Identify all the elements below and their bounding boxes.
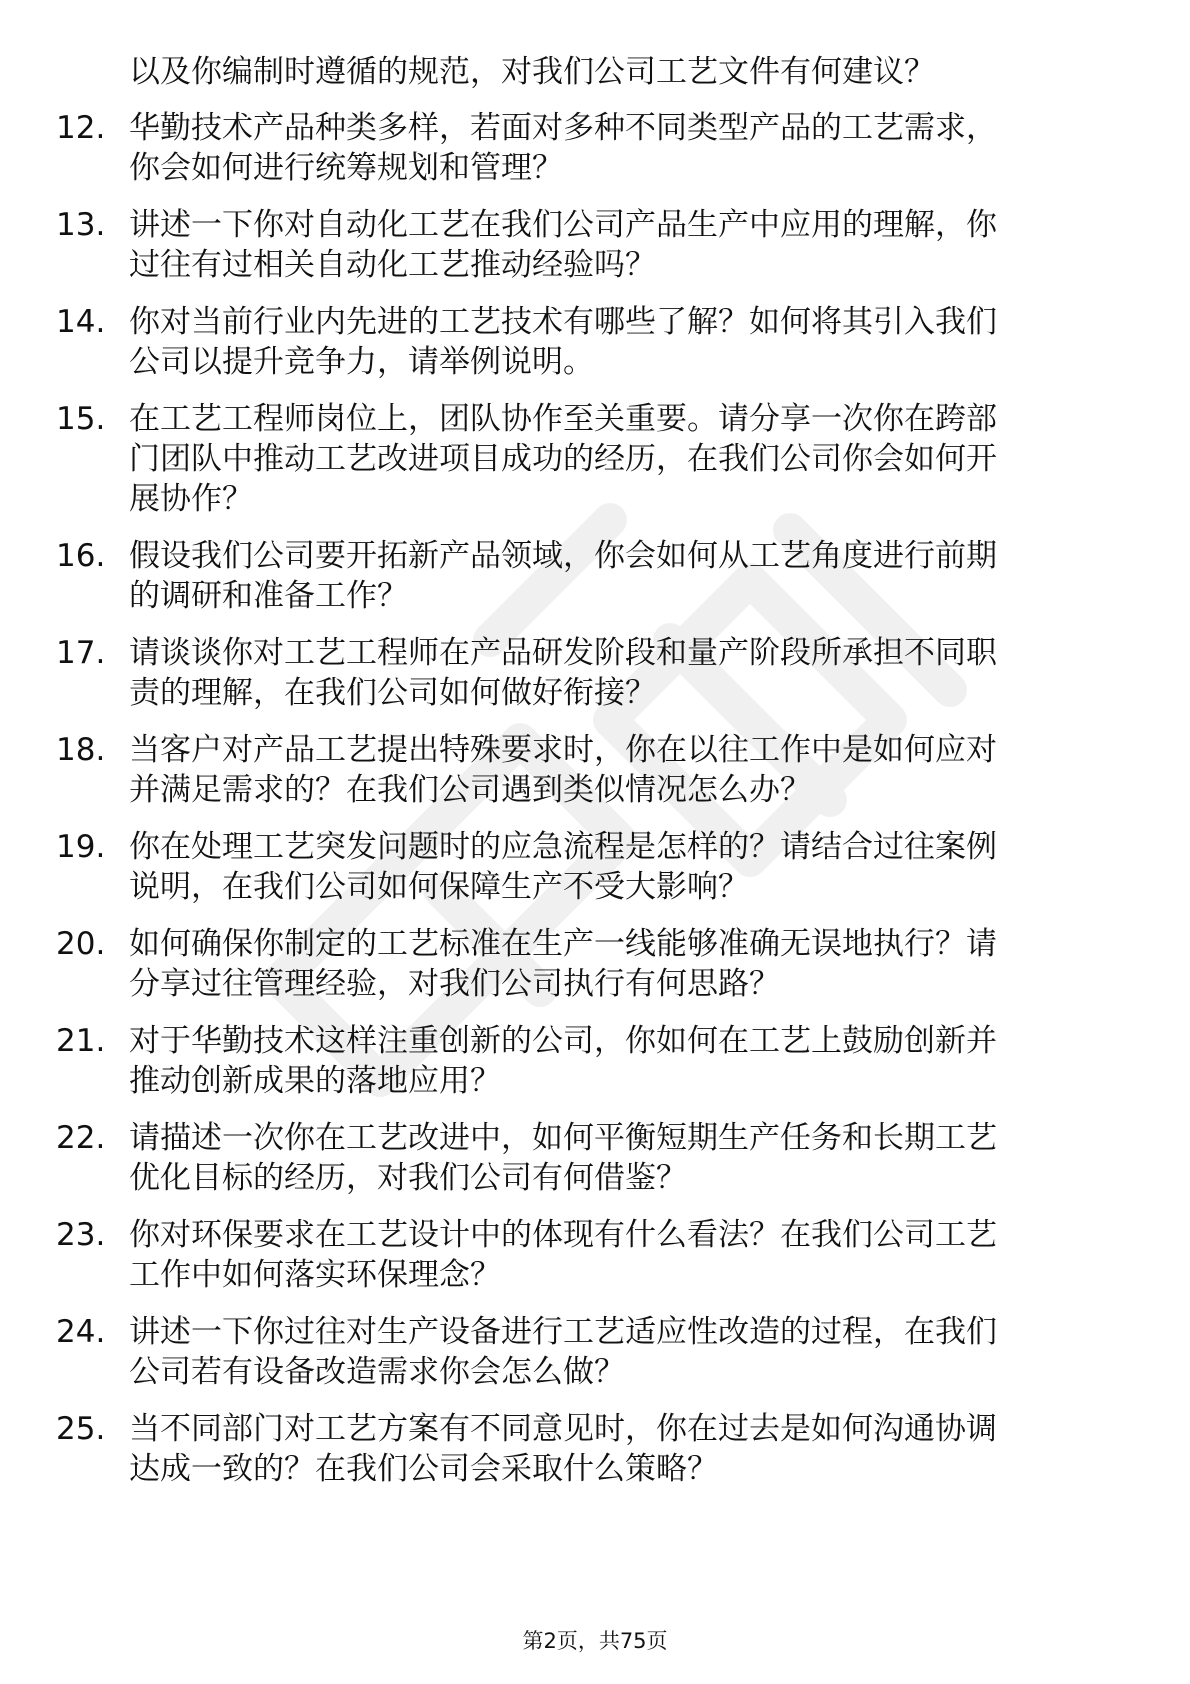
question-text-line: 分享过往管理经验，对我们公司执行有何思路？: [129, 966, 780, 1002]
question-text-line: 优化目标的经历，对我们公司有何借鉴？: [129, 1160, 687, 1196]
question-number: 18.: [56, 732, 106, 768]
question-text-line: 在工艺工程师岗位上，团队协作至关重要。请分享一次你在跨部: [129, 401, 997, 437]
continuation-text: 以及你编制时遵循的规范，对我们公司工艺文件有何建议？: [129, 54, 935, 90]
question-number: 19.: [56, 829, 106, 865]
question-text: [129, 399, 1119, 519]
question-text-line: 公司以提升竞争力，请举例说明。: [129, 344, 594, 380]
question-number: 25.: [56, 1411, 106, 1447]
question-text: [129, 536, 1119, 616]
question-number: 23.: [56, 1217, 106, 1253]
question-number: 22.: [56, 1120, 106, 1156]
question-number: 24.: [56, 1314, 106, 1350]
question-text: [129, 1118, 1119, 1198]
question-text-line: 假设我们公司要开拓新产品领域，你会如何从工艺角度进行前期: [129, 538, 997, 574]
question-text-line: 当不同部门对工艺方案有不同意见时，你在过去是如何沟通协调: [129, 1411, 997, 1447]
question-text-line: 过往有过相关自动化工艺推动经验吗？: [129, 247, 656, 283]
question-text-line: 责的理解，在我们公司如何做好衔接？: [129, 675, 656, 711]
list-item: [0, 302, 1190, 382]
question-text: [129, 302, 1119, 382]
question-number: 21.: [56, 1023, 106, 1059]
question-text: [129, 108, 1119, 188]
list-item: [0, 1021, 1190, 1101]
question-text-line: 展协作？: [129, 481, 253, 517]
question-number: 13.: [56, 207, 106, 243]
question-text-line: 门团队中推动工艺改进项目成功的经历，在我们公司你会如何开: [129, 441, 997, 477]
list-item: [0, 1118, 1190, 1198]
question-text-line: 讲述一下你对自动化工艺在我们公司产品生产中应用的理解，你: [129, 207, 997, 243]
list-item: [0, 108, 1190, 188]
question-number: 15.: [56, 401, 106, 437]
list-item: [0, 536, 1190, 616]
question-text-line: 你会如何进行统筹规划和管理？: [129, 150, 563, 186]
question-number: 17.: [56, 635, 106, 671]
list-item: [0, 924, 1190, 1004]
question-text-line: 你在处理工艺突发问题时的应急流程是怎样的？请结合过往案例: [129, 829, 997, 865]
question-text-line: 并满足需求的？在我们公司遇到类似情况怎么办？: [129, 772, 811, 808]
question-number: 14.: [56, 304, 106, 340]
question-text: [129, 633, 1119, 713]
question-number: 20.: [56, 926, 106, 962]
list-item: [0, 205, 1190, 285]
question-text-line: 推动创新成果的落地应用？: [129, 1063, 501, 1099]
question-text: [129, 1021, 1119, 1101]
question-number: 12.: [56, 110, 106, 146]
question-text: [129, 205, 1119, 285]
list-item: [0, 1215, 1190, 1295]
question-text-line: 工作中如何落实环保理念？: [129, 1257, 501, 1293]
question-text: [129, 924, 1119, 1004]
question-number: 16.: [56, 538, 106, 574]
question-text-line: 如何确保你制定的工艺标准在生产一线能够准确无误地执行？请: [129, 926, 997, 962]
question-text-line: 达成一致的？在我们公司会采取什么策略？: [129, 1451, 718, 1487]
list-item: [0, 730, 1190, 810]
question-text: [129, 730, 1119, 810]
question-text-line: 请描述一次你在工艺改进中，如何平衡短期生产任务和长期工艺: [129, 1120, 997, 1156]
question-text: [129, 1312, 1119, 1392]
question-text-line: 说明，在我们公司如何保障生产不受大影响？: [129, 869, 749, 905]
question-text-line: 你对当前行业内先进的工艺技术有哪些了解？如何将其引入我们: [129, 304, 997, 340]
question-text: [129, 827, 1119, 907]
question-text-line: 华勤技术产品种类多样，若面对多种不同类型产品的工艺需求，: [129, 110, 997, 146]
page-footer: 第2页，共75页: [522, 1629, 668, 1653]
list-item: [0, 399, 1190, 519]
question-text-line: 请谈谈你对工艺工程师在产品研发阶段和量产阶段所承担不同职: [129, 635, 997, 671]
question-text: [129, 1215, 1119, 1295]
question-text-line: 公司若有设备改造需求你会怎么做？: [129, 1354, 625, 1390]
question-text-line: 讲述一下你过往对生产设备进行工艺适应性改造的过程，在我们: [129, 1314, 997, 1350]
list-item: [0, 1409, 1190, 1489]
question-text-line: 的调研和准备工作？: [129, 578, 408, 614]
question-list: [0, 108, 1190, 1506]
question-text-line: 当客户对产品工艺提出特殊要求时，你在以往工作中是如何应对: [129, 732, 997, 768]
list-item: [0, 1312, 1190, 1392]
list-item: [0, 633, 1190, 713]
question-text-line: 你对环保要求在工艺设计中的体现有什么看法？在我们公司工艺: [129, 1217, 997, 1253]
question-text-line: 对于华勤技术这样注重创新的公司，你如何在工艺上鼓励创新并: [129, 1023, 997, 1059]
question-text: [129, 1409, 1119, 1489]
list-item: [0, 827, 1190, 907]
